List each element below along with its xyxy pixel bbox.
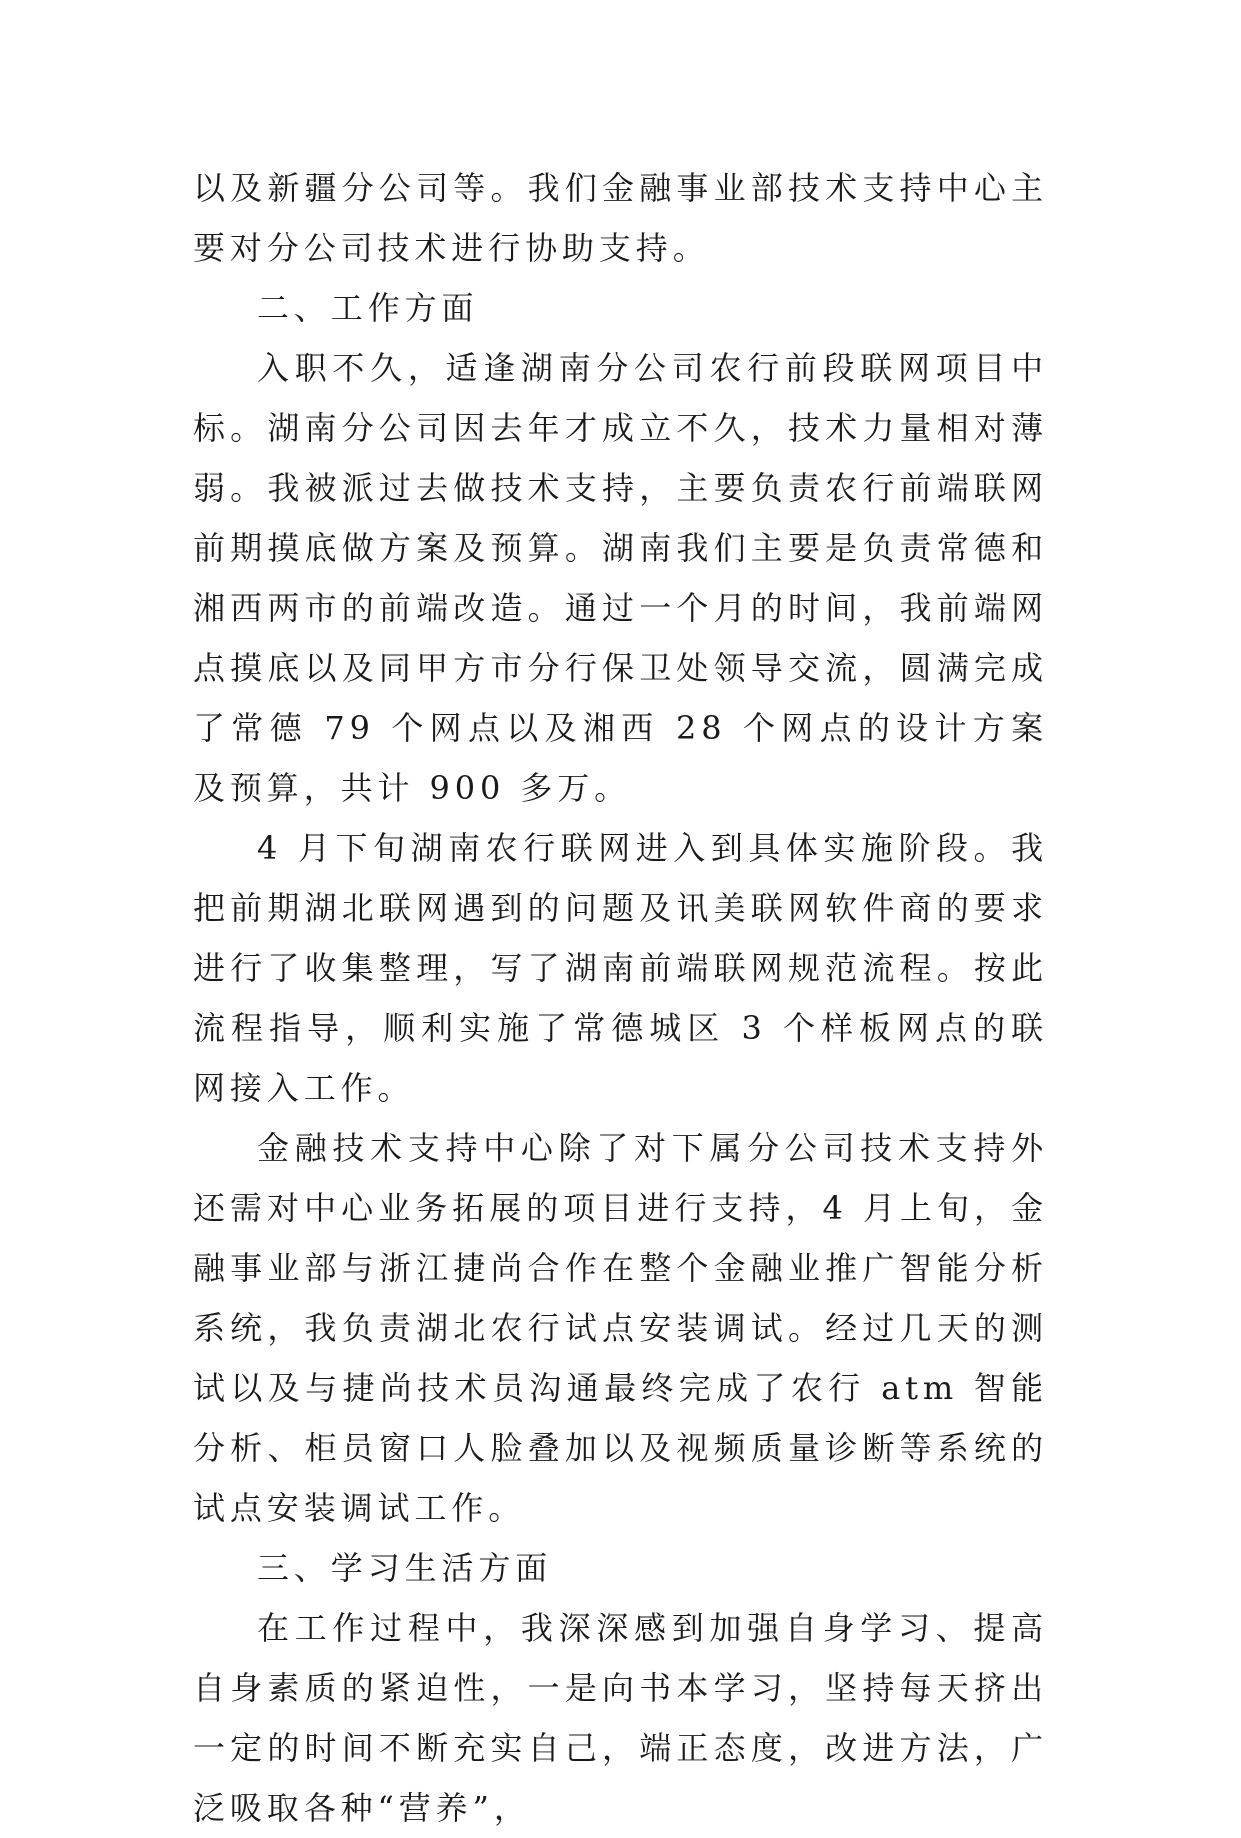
paragraph-continuation: 以及新疆分公司等。我们金融事业部技术支持中心主要对分公司技术进行协助支持。 [193,169,1048,267]
paragraph-study: 在工作过程中，我深深感到加强自身学习、提高自身素质的紧迫性，一是向书本学习，坚持每天挤出一定的时间不断充实自己，端正态度，改进方法，广泛吸取各种“营养”， [193,1609,1048,1827]
paragraph-hunan-project: 入职不久，适逢湖南分公司农行前段联网项目中标。湖南分公司因去年才成立不久，技术力量相对薄弱。我被派过去做技术支持，主要负责农行前端联网前期摸底做方案及预算。湖南我们主要是负责常德和湘西两市的前端改造。通过一个月的时间，我前端网点摸底以及同甲方市分行保卫处领导交流，圆满完成了常德 79 个网点以及湘西 28 个网点的设计方案及预算，共计 900 多万。 [193,349,1048,807]
section-heading-work: 二、工作方面 [257,289,479,327]
paragraph-implementation: 4 月下旬湖南农行联网进入到具体实施阶段。我把前期湖北联网遇到的问题及讯美联网软件商的要求进行了收集整理，写了湖南前端联网规范流程。按此流程指导，顺利实施了常德城区 3 个样板网点的联网接入工作。 [193,829,1048,1107]
section-heading-study-life: 三、学习生活方面 [257,1549,553,1587]
document-body [193,158,1048,1838]
paragraph-tech-support-center: 金融技术支持中心除了对下属分公司技术支持外还需对中心业务拓展的项目进行支持，4 月上旬，金融事业部与浙江捷尚合作在整个金融业推广智能分析系统，我负责湖北农行试点安装调试。经过几天的测试以及与捷尚技术员沟通最终完成了农行 atm 智能分析、柜员窗口人脸叠加以及视频质量诊断等系统的试点安装调试工作。 [193,1129,1048,1527]
